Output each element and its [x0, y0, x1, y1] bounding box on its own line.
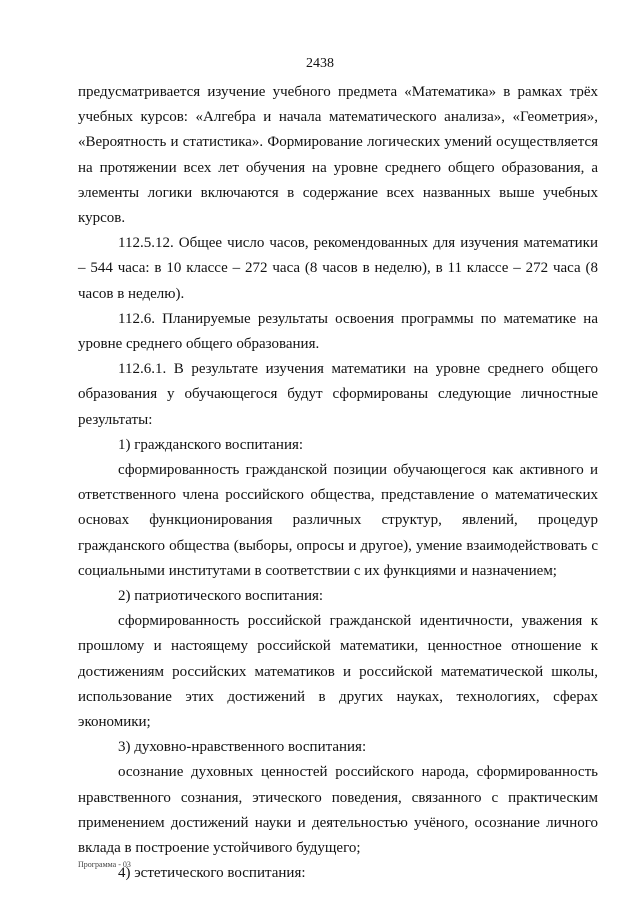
- body-paragraph: 112.5.12. Общее число часов, рекомендованных для изучения математики – 544 часа: в 10 классе – 272 часа (8 часов в неделю), в 11 классе – 272 часа (8 часов в неделю).: [78, 235, 598, 302]
- footer-label: Программа - 03: [78, 860, 131, 869]
- body-paragraph: 3) духовно-нравственного воспитания:: [118, 739, 367, 756]
- page-number: 2438: [306, 56, 334, 71]
- body-paragraph: сформированность российской гражданской идентичности, уважения к прошлому и настоящему российской математики, ценностное отношение к достижениям российских математиков и российской математической школы, использование этих достижений в других науках, технологиях, сферах экономики;: [78, 613, 598, 731]
- body-paragraph: сформированность гражданской позиции обучающегося как активного и ответственного члена российского общества, представление о математических основах функционирования различных структур, явлений, процедур гражданского общества (выборы, опросы и другое), умение взаимодействовать с социальными институтами в соответствии с их функциями и назначением;: [78, 462, 598, 579]
- body-paragraph: 112.6. Планируемые результаты освоения программы по математике на уровне среднего общего образования.: [78, 310, 598, 353]
- body-paragraph: 112.6.1. В результате изучения математики на уровне среднего общего образования у обучающегося будут сформированы следующие личностные результаты:: [78, 361, 598, 428]
- body-paragraph: предусматривается изучение учебного предмета «Математика» в рамках трёх учебных курсов: «Алгебра и начала математического анализа», «Геометрия», «Вероятность и статистика». Формирование логических умений осуществляется на протяжении всех лет обучения на уровне среднего общего образования, а элементы логики включаются в содержание всех названных выше учебных курсов.: [78, 84, 598, 227]
- body-paragraph: 1) гражданского воспитания:: [118, 436, 304, 453]
- body-paragraph: 2) патриотического воспитания:: [118, 588, 324, 605]
- body-paragraph: 4) эстетического воспитания:: [118, 865, 306, 882]
- body-paragraph: осознание духовных ценностей российского народа, сформированность нравственного сознания, этического поведения, связанного с практическим применением достижений науки и деятельностью учёного, осознание личного вклада в построение устойчивого будущего;: [78, 764, 598, 857]
- document-body: [78, 80, 598, 887]
